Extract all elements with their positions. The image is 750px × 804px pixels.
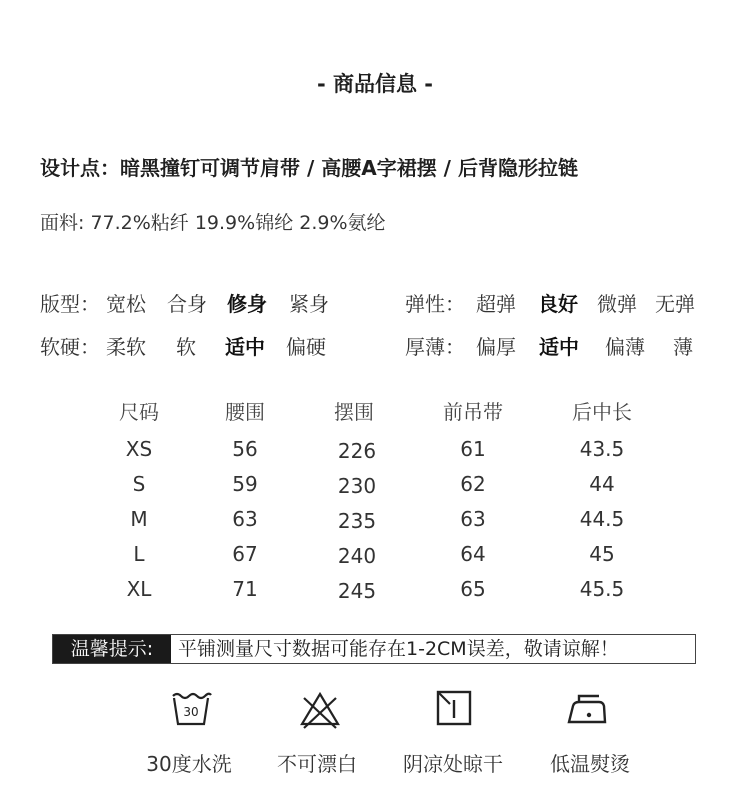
- table-header-size: 尺码: [119, 400, 159, 424]
- table-cell: 226: [337, 439, 377, 463]
- table-cell: XL: [126, 577, 152, 601]
- section-title: - 商品信息 -: [316, 72, 434, 96]
- fabric-composition: 面料: 77.2%粘纤 19.9%锦纶 2.9%氨纶: [40, 212, 386, 234]
- softness-option-selected: 适中: [225, 335, 265, 359]
- thickness-option-0: 偏厚: [476, 335, 516, 359]
- tip-text: 平铺测量尺寸数据可能存在1-2CM误差，敬请谅解！: [178, 638, 619, 660]
- table-cell: 65: [460, 577, 486, 601]
- table-header-waist: 腰围: [225, 400, 265, 424]
- table-cell: 64: [460, 542, 486, 566]
- table-cell: 235: [337, 509, 377, 533]
- table-cell: 56: [232, 437, 258, 461]
- elasticity-option-3: 无弹: [655, 292, 695, 316]
- thickness-option-3: 薄: [673, 335, 693, 359]
- thickness-option-2: 偏薄: [605, 335, 645, 359]
- wash-temp-label: 30: [183, 705, 199, 719]
- softness-option-0: 柔软: [106, 335, 146, 359]
- softness-option-3: 偏硬: [286, 335, 326, 359]
- table-cell: 62: [460, 472, 486, 496]
- care-label-no-bleach: 不可漂白: [277, 752, 357, 776]
- table-cell: 245: [337, 579, 377, 603]
- table-cell: XS: [125, 437, 153, 461]
- softness-option-1: 软: [176, 335, 196, 359]
- fit-option-3: 紧身: [289, 292, 329, 316]
- fit-option-selected: 修身: [227, 292, 267, 316]
- fit-option-1: 合身: [167, 292, 207, 316]
- table-cell: 63: [232, 507, 258, 531]
- table-cell: L: [133, 542, 145, 566]
- tip-label: 温馨提示:: [53, 635, 171, 663]
- table-cell: 44.5: [579, 507, 625, 531]
- care-label-low-iron: 低温熨烫: [550, 752, 630, 776]
- table-header-front-strap: 前吊带: [443, 400, 503, 424]
- thickness-option-selected: 适中: [539, 335, 579, 359]
- table-cell: 230: [337, 474, 377, 498]
- table-cell: M: [130, 507, 148, 531]
- elasticity-option-0: 超弹: [476, 292, 516, 316]
- softness-label: 软硬：: [40, 335, 100, 359]
- elasticity-option-selected: 良好: [538, 292, 578, 316]
- table-cell: 240: [337, 544, 377, 568]
- design-points: 设计点：暗黑撞钉可调节肩带 / 高腰A字裙摆 / 后背隐形拉链: [40, 156, 578, 180]
- table-cell: 61: [460, 437, 486, 461]
- table-header-hem: 摆围: [334, 400, 374, 424]
- table-cell: 44: [589, 472, 615, 496]
- elasticity-label: 弹性：: [405, 292, 465, 316]
- fit-label: 版型：: [40, 292, 100, 316]
- table-cell: 45.5: [579, 577, 625, 601]
- table-cell: S: [132, 472, 146, 496]
- table-cell: 71: [232, 577, 258, 601]
- table-cell: 59: [232, 472, 258, 496]
- table-cell: 45: [589, 542, 615, 566]
- wash-30-icon: [169, 686, 213, 730]
- dry-shade-icon: [432, 686, 476, 730]
- table-cell: 43.5: [579, 437, 625, 461]
- table-header-back-length: 后中长: [572, 400, 632, 424]
- low-iron-icon: [565, 688, 609, 732]
- no-bleach-icon: [298, 688, 342, 732]
- table-cell: 67: [232, 542, 258, 566]
- thickness-label: 厚薄：: [405, 335, 465, 359]
- elasticity-option-2: 微弹: [597, 292, 637, 316]
- care-label-dry-shade: 阴凉处晾干: [403, 752, 503, 776]
- fit-option-0: 宽松: [106, 292, 146, 316]
- care-label-wash: 30度水洗: [146, 752, 232, 776]
- table-cell: 63: [460, 507, 486, 531]
